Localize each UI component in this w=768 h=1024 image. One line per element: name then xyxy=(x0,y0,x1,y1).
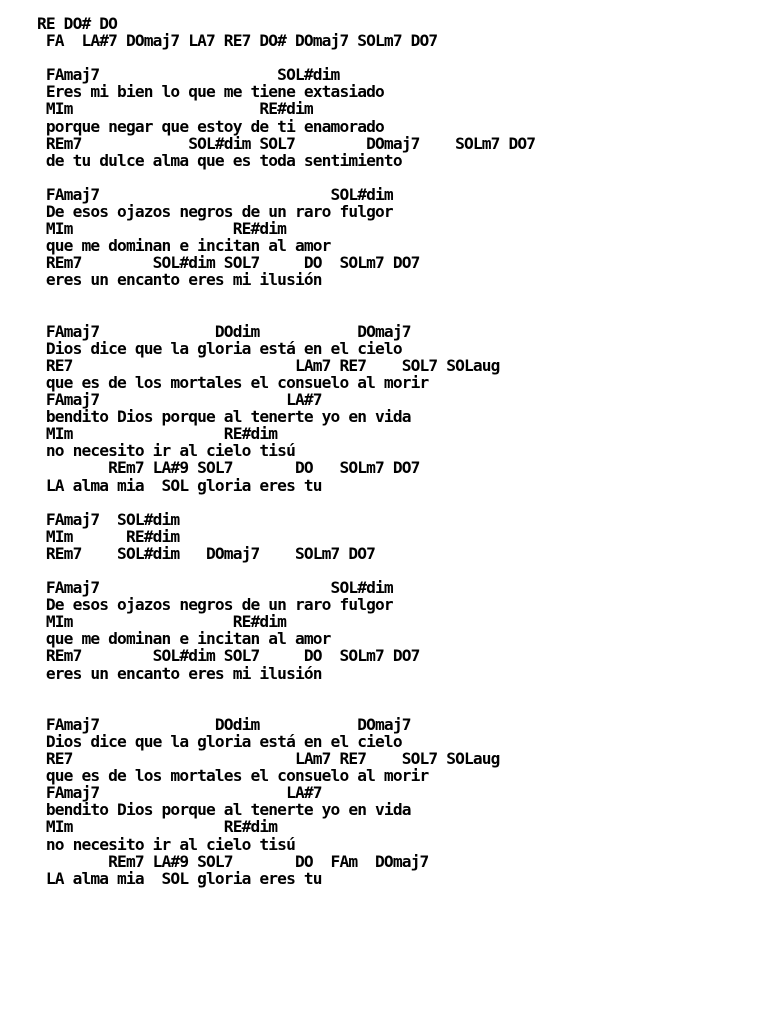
text-line: FAmaj7 SOL#dim xyxy=(37,578,393,598)
text-line: no necesito ir al cielo tisú xyxy=(37,834,295,854)
text-line: que es de los mortales el consuelo al morir xyxy=(37,372,429,392)
blank-line xyxy=(37,494,535,511)
text-line: que me dominan e incitan al amor xyxy=(37,236,331,256)
blank-line xyxy=(37,682,535,699)
text-line: eres un encanto eres mi ilusión xyxy=(37,663,322,683)
text-line: MIm RE#dim xyxy=(37,526,180,546)
text-line: FAmaj7 SOL#dim xyxy=(37,65,340,85)
text-line: porque negar que estoy de ti enamorado xyxy=(37,116,384,136)
blank-line xyxy=(37,49,535,66)
text-line: no necesito ir al cielo tisú xyxy=(37,441,295,461)
text-line: eres un encanto eres mi ilusión xyxy=(37,270,322,290)
text-line: RE7 LAm7 RE7 SOL7 SOLaug xyxy=(37,355,500,375)
text-line: Dios dice que la gloria está en el cielo xyxy=(37,731,402,751)
blank-line xyxy=(37,169,535,186)
text-line: De esos ojazos negros de un raro fulgor xyxy=(37,595,393,615)
text-line: FAmaj7 LA#7 xyxy=(37,390,322,410)
text-line: MIm RE#dim xyxy=(37,612,287,632)
text-line: FAmaj7 SOL#dim xyxy=(37,509,180,529)
blank-line xyxy=(37,289,535,306)
text-line: que me dominan e incitan al amor xyxy=(37,629,331,649)
text-line: De esos ojazos negros de un raro fulgor xyxy=(37,202,393,222)
text-line: MIm RE#dim xyxy=(37,817,278,837)
blank-line xyxy=(37,306,535,323)
chord-lyrics-sheet xyxy=(37,15,535,887)
text-line: FAmaj7 LA#7 xyxy=(37,783,322,803)
text-line: MIm RE#dim xyxy=(37,424,278,444)
text-line: de tu dulce alma que es toda sentimiento xyxy=(37,150,402,170)
text-line: LA alma mia SOL gloria eres tu xyxy=(37,475,322,495)
text-line: REm7 LA#9 SOL7 DO FAm DOmaj7 xyxy=(37,851,429,871)
text-line: REm7 SOL#dim SOL7 DO SOLm7 DO7 xyxy=(37,253,420,273)
blank-line xyxy=(37,562,535,579)
text-line: REm7 SOL#dim SOL7 DO SOLm7 DO7 xyxy=(37,646,420,666)
text-line: bendito Dios porque al tenerte yo en vida xyxy=(37,407,411,427)
text-line: FAmaj7 DOdim DOmaj7 xyxy=(37,321,411,341)
text-line: RE DO# DO xyxy=(37,14,118,33)
text-line: REm7 SOL#dim SOL7 DOmaj7 SOLm7 DO7 xyxy=(37,133,536,153)
text-line: RE7 LAm7 RE7 SOL7 SOLaug xyxy=(37,749,500,769)
text-line: LA alma mia SOL gloria eres tu xyxy=(37,868,322,888)
blank-line xyxy=(37,699,535,716)
text-line: FAmaj7 DOdim DOmaj7 xyxy=(37,714,411,734)
text-line: Dios dice que la gloria está en el cielo xyxy=(37,338,402,358)
text-line: REm7 SOL#dim DOmaj7 SOLm7 DO7 xyxy=(37,543,376,563)
text-line: REm7 LA#9 SOL7 DO SOLm7 DO7 xyxy=(37,458,420,478)
text-line: MIm RE#dim xyxy=(37,99,313,119)
text-line: FAmaj7 SOL#dim xyxy=(37,184,393,204)
text-line: Eres mi bien lo que me tiene extasiado xyxy=(37,82,384,102)
text-line: que es de los mortales el consuelo al morir xyxy=(37,766,429,786)
text-line: FA LA#7 DOmaj7 LA7 RE7 DO# DOmaj7 SOLm7 DO7 xyxy=(37,31,438,51)
text-line: MIm RE#dim xyxy=(37,219,287,239)
text-line: bendito Dios porque al tenerte yo en vida xyxy=(37,800,411,820)
